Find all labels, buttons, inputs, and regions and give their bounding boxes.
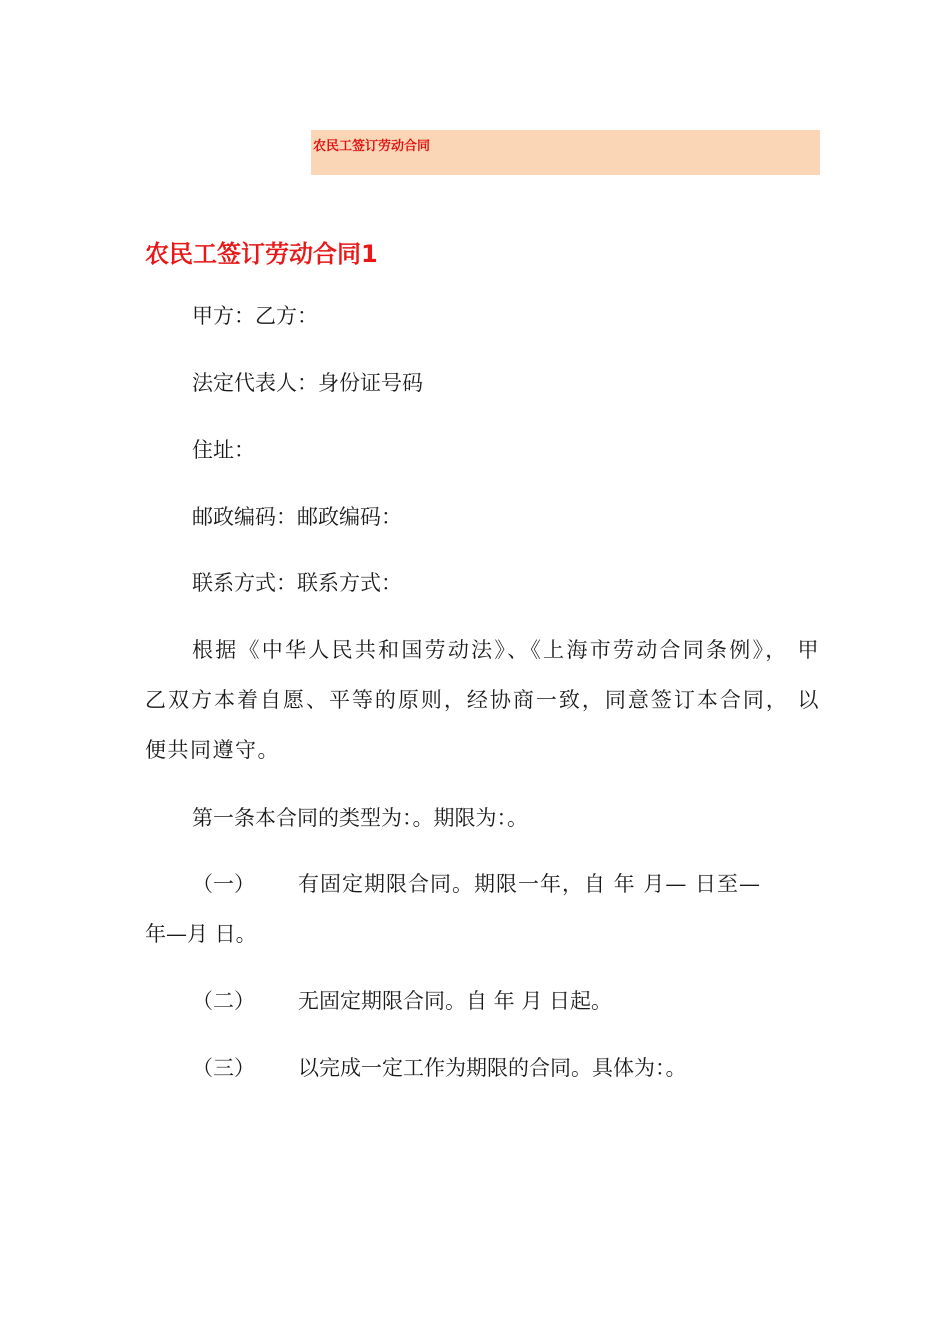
- address-line: 住址：: [192, 438, 255, 462]
- item-1-number: （一）: [192, 872, 255, 896]
- item-2-text: 无固定期限合同。自 年 月 日起。: [298, 989, 613, 1013]
- header-banner: [311, 130, 820, 175]
- header-banner-text: 农民工签订劳动合同: [313, 139, 431, 154]
- item-1-text: 有固定期限合同。期限一年，自 年 月— 日至—: [298, 872, 762, 896]
- postal-line: 邮政编码：邮政编码：: [192, 505, 402, 529]
- article-1: 第一条本合同的类型为：。期限为：。: [192, 806, 528, 830]
- item-1-continuation: 年—月 日。: [145, 922, 257, 946]
- item-3-text: 以完成一定工作为期限的合同。具体为：。: [298, 1056, 687, 1080]
- representative-line: 法定代表人：身份证号码: [192, 371, 423, 395]
- parties-line: 甲方：乙方：: [192, 304, 318, 328]
- item-3-number: （三）: [192, 1056, 255, 1080]
- item-2-number: （二）: [192, 989, 255, 1013]
- preamble-paragraph: 根据《中华人民共和国劳动法》、《上海市劳动合同条例》， 甲乙双方本着自愿、平等的原则，经协商一致，同意签订本合同， 以便共同遵守。: [145, 638, 820, 762]
- document-title: 农民工签订劳动合同1: [145, 240, 378, 268]
- contact-line: 联系方式：联系方式：: [192, 571, 402, 595]
